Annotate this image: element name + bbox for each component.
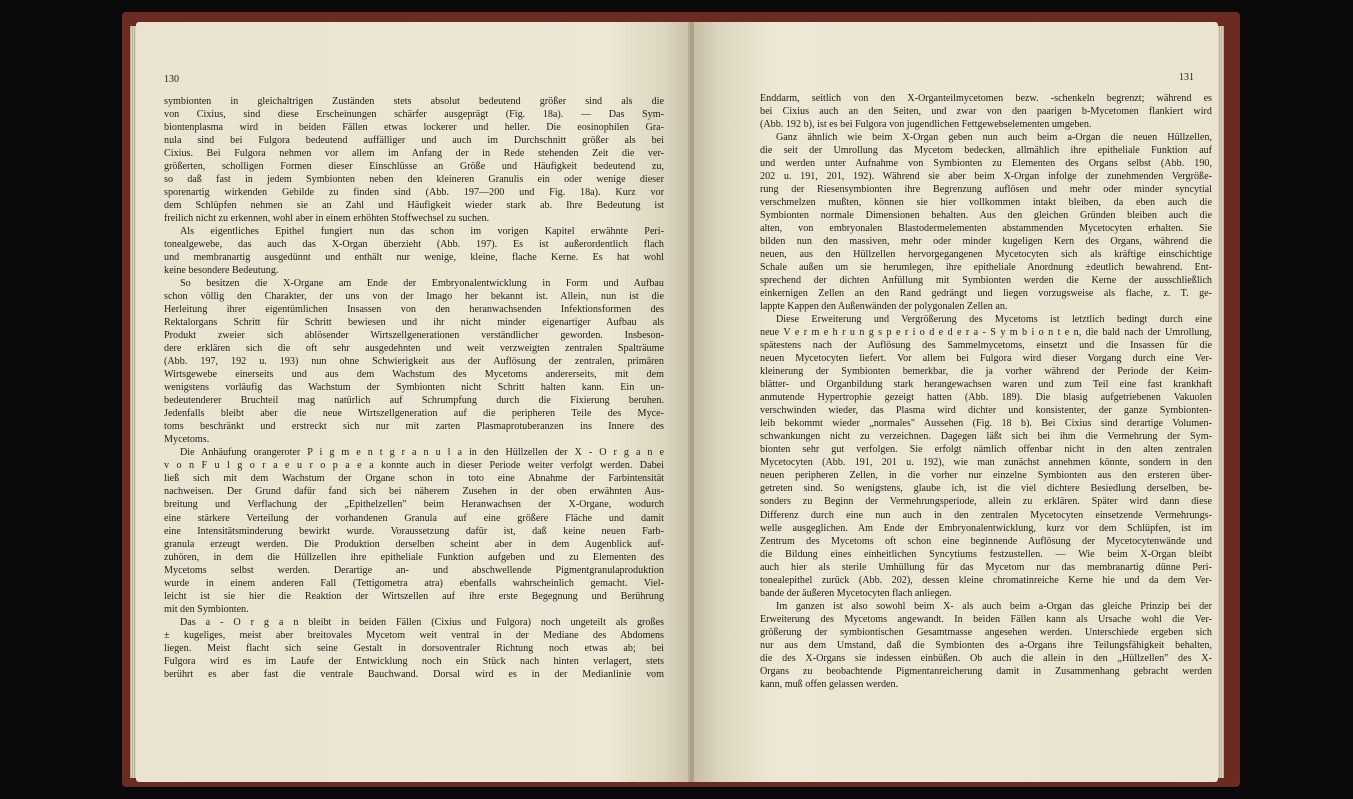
text-line: keine besondere Bedeutung.: [164, 265, 279, 277]
left-page-text: [164, 95, 664, 681]
text-line: die des X-Organs sie indessen einbüßen. Ob auch die allein in den „Hüllzellen" des X-: [760, 652, 1212, 664]
text-line: nula sind bei Fulgora bedeutend auffälliger und auch im Durchschnitt größer als bei: [164, 135, 664, 147]
text-line: Das a - O r g a n bleibt in beiden Fällen (Cixius und Fulgora) noch ungeteilt als großes: [180, 616, 664, 628]
text-line: Herleitung ihrer eigentümlichen Insassen von den heranwachsenden Infektionsformen des: [164, 304, 664, 316]
text-line: verschwinden wieder, das Plasma wird dichter und konsistenter, der ganze Symbionten-: [760, 405, 1212, 417]
text-line: sonders zu Beginn der Vermehrungsperiode, allein zu erklären. Später wird dann diese: [760, 496, 1212, 508]
text-line: zuhören, in dem die Hüllzellen ihre epitheliale Funktion aufgeben und zu Elementen des: [164, 551, 664, 563]
text-line: verschmelzen mußten, können sie hier vollkommen intakt bleiben, da eben auch die: [760, 197, 1212, 209]
text-line: leicht ist sie hier die Reaktion der Wirtszellen auf ihre erste Begegnung und Berührung: [164, 590, 664, 602]
page-edges-right: [1218, 26, 1224, 778]
text-line: bilden nun den massiven, mehr oder minder kugeligen Kern des Organs, während die: [760, 236, 1212, 248]
page-number-right: 131: [1179, 72, 1194, 83]
text-line: größerten, scholligen Formen dieser Einschlüsse an Größe und Häufigkeit bedeutend zu,: [164, 161, 664, 173]
text-line: bei Cixius auch an den Seiten, und zwar von den paarigen b-Mycetomen flankiert wird: [760, 106, 1212, 118]
text-line: neuen Mycetocyten liefert. Vor allem bei Fulgora wird dieser Vorgang durch eine Ver-: [760, 353, 1212, 365]
text-line: Zentrum des Mycetoms oft schon eine beginnende Auflösung der Mycetocytenwände und: [760, 535, 1212, 547]
text-line: Fulgora wird es im Laufe der Entwicklung noch ein Stück nach hinten verlagert, stets: [164, 655, 664, 667]
text-line: alten, von embryonalen Blastodermelementen abstammenden Mycetocyten erhalten. Sie: [760, 223, 1212, 235]
text-line: granula erzeugt werden. Die Produktion derselben scheint aber in dem Augenblick auf-: [164, 538, 664, 550]
text-line: Symbionten normale Dimensionen behalten. Aus den gleichen Gründen bleiben auch die: [760, 210, 1212, 222]
text-line: anmutende Hypertrophie gezeigt hatten (Abb. 189). Die blasig aufgetriebenen Vakuolen: [760, 392, 1212, 404]
text-line: liegen. Meist flacht sich seine Gestalt in dorsoventraler Richtung noch etwas ab; bei: [164, 642, 664, 654]
text-line: bionten sehr gut verfolgen. Sie erfolgt nämlich offenbar nicht in den alten zentralen: [760, 444, 1212, 456]
text-line: leib bekommt wieder „normales" Aussehen (Fig. 18 b). Bei Cixius sind derartige Volumen-: [760, 418, 1212, 430]
text-line: und membranartig ausgedünnt und enthält nur wenige, kleine, flache Kerne. Es hat wohl: [164, 252, 664, 264]
text-line: sporenartig wirkenden Gebilde zu finden sind (Abb. 197—200 und Fig. 18a). Kurz vor: [164, 187, 664, 199]
text-line: toms beschränkt und erstreckt sich nur mit zarten Plasmaprotuberanzen ins Innere des: [164, 421, 664, 433]
text-line: Mycetocyten (Abb. 191, 201 u. 192), wie man zunächst annehmen könnte, sondern in den: [760, 457, 1212, 469]
text-line: die Bildung eines einheitlichen Syncytiums festzustellen. — Wie beim X-Organ bleibt: [760, 548, 1212, 560]
text-line: wenigstens vorläufig das Wachstum der Symbionten nicht Schritt halten kann. Ein un-: [164, 382, 664, 394]
text-line: Wirtsgewebe einerseits und aus dem Wachstum des Mycetoms andererseits, mit dem: [164, 369, 664, 381]
text-line: lappte Kappen den Außenwänden der polygonalen Zellen an.: [760, 301, 1008, 313]
text-line: nachweisen. Der Grund dafür fand sich bei näherem Zusehen in der oben erwähnten Aus-: [164, 486, 664, 498]
text-line: 202 u. 191, 201, 192). Während sie aber beim X-Organ infolge der zunehmenden Vergröße-: [760, 171, 1212, 183]
text-line: eine Intensitätsminderung bewirkt wurde. Voraussetzung dafür ist, daß keine neuen Farb-: [164, 525, 664, 537]
text-line: bande der äußeren Mycetocyten flach anliegen.: [760, 587, 952, 599]
text-line: tonealgewebe, das auch das X-Organ überzieht (Abb. 197). Es ist außerordentlich flach: [164, 239, 664, 251]
text-line: berührt es aber fast die ventrale Bauchwand. Dorsal wird es in der Medianlinie vom: [164, 668, 664, 680]
text-line: und werden unter Aufnahme von Symbionten zu Elementen des Organs selbst (Abb. 190,: [760, 158, 1212, 170]
text-line: Schale außen um sie herumlegen, ihre epitheliale Anordnung ±deutlich bewahrend. Ent-: [760, 262, 1212, 274]
text-line: neuen peripheren Zellen, in die vorher nur einzelne Symbionten aus den ersteren über-: [760, 470, 1212, 482]
text-line: wurde in einem anderen Fall (Tettigometra atra) ebenfalls wahrscheinlich gemacht. Viel-: [164, 577, 664, 589]
text-line: schon völlig den Charakter, der uns von der Imago her bekannt ist. Allein, nun ist die: [164, 291, 664, 303]
text-line: Erweiterung des Mycetoms angewandt. In beiden Fällen kann als Ursache wohl die Ver-: [760, 613, 1212, 625]
right-page: [694, 22, 1218, 782]
text-line: Rektalorgans Schritt für Schritt bewiesen und ihr nicht minder eigenartiger Aufbau als: [164, 317, 664, 329]
text-line: spätestens nach der Auflösung des Sammelmycetoms, einsetzt und die Insassen für die: [760, 340, 1212, 352]
text-line: ± kugeliges, meist aber breitovales Mycetom weit ventral in der Mediane des Abdomens: [164, 629, 664, 641]
text-line: rung der Riesensymbionten ihre Begrenzung auflösen und mehr oder minder syncytial: [760, 184, 1212, 196]
text-line: neue V e r m e h r u n g s p e r i o d e d e r a - S y m b i o n t e n, die bald nach der Umrollung,: [760, 327, 1212, 339]
text-line: auch hier als sterile Umhüllung für das Mycetom nur das membranartig dünne Peri-: [760, 561, 1212, 573]
text-line: Mycetoms.: [164, 434, 210, 446]
text-line: Die Anhäufung orangeroter P i g m e n t g r a n u l a in den Hüllzellen der X - O r g a n e: [180, 447, 664, 459]
text-line: Organs zu beobachtende Pigmentanreicherung damit in Zusammenhang gebracht werden: [760, 665, 1212, 677]
text-line: dem Schlüpfen nehmen sie an Zahl und Häufigkeit wieder stark ab. Ihre Bedeutung ist: [164, 200, 664, 212]
text-line: schwankungen nicht zu verzeichnen. Dagegen läßt sich bei ihm die Vermehrung der Sym-: [760, 431, 1212, 443]
text-line: die seit der Umrollung das Mycetom bedecken, allmählich ihre epitheliale Funktion auf: [760, 145, 1212, 157]
text-line: sprechend der dichten Anfüllung mit Symbionten werden die Kerne der ausschließlich: [760, 275, 1212, 287]
text-line: (Abb. 192 b), ist es bei Fulgora von jugendlichen Fettgewebselementen umgeben.: [760, 119, 1092, 131]
text-line: breitung und Verflachung der „Epithelzellen" beim Heranwachsen der X-Organe, wodurch: [164, 499, 664, 511]
text-line: Als eigentliches Epithel fungiert nun das schon im vorigen Kapitel erwähnte Peri-: [180, 226, 664, 238]
text-line: nur aus dem Umstand, daß die Symbionten des a-Organs ihre Teilungsfähigkeit behalten,: [760, 639, 1212, 651]
text-line: Produkt zweier sich ablösender Wirtszellgenerationen verständlicher geworden. Insbeson-: [164, 330, 664, 342]
text-line: von Cixius, sind diese Erscheinungen schärfer ausgeprägt (Fig. 18a). — Das Sym-: [164, 109, 664, 121]
text-line: bedeutenderer Bruchteil mag natürlich auf Schrumpfung durch die Fixierung beruhen.: [164, 395, 664, 407]
text-line: (Abb. 197, 192 u. 193) nun ohne Schwierigkeit aus der Auflösung der zentralen, primären: [164, 356, 664, 368]
text-line: So besitzen die X-Organe am Ende der Embryonalentwicklung in Form und Aufbau: [180, 278, 664, 290]
text-line: blätter- und Organbildung stark herangewachsen waren und zum Teil eine fast krankhaft: [760, 379, 1212, 391]
text-line: freilich nicht zu erkennen, wohl aber in einem erhöhten Stoffwechsel zu suchen.: [164, 213, 490, 225]
text-line: v o n F u l g o r a e u r o p a e a konnte auch in dieser Periode weiter verfolgt werden. Dabei: [164, 460, 664, 472]
text-line: mit den Symbionten.: [164, 603, 249, 615]
text-line: Im ganzen ist also sowohl beim X- als auch beim a-Organ das gleiche Prinzip bei der: [776, 600, 1212, 612]
text-line: dere erklären sich die oft sehr ausgedehnten und weit verzweigten zentralen Spalträume: [164, 343, 664, 355]
text-line: Cixius. Bei Fulgora nehmen vor allem im Anfang der in Rede stehenden Zeit die ver-: [164, 148, 664, 160]
text-line: größerung der symbiontischen Gesamtmasse angesehen werden. Unterschiede ergeben sich: [760, 626, 1212, 638]
text-line: Mycetoms selbst werden. Derartige an- und abschwellende Pigmentgranulaproduktion: [164, 564, 664, 576]
text-line: kleinerung der Symbionten bemerkbar, die ja vorher während der Periode der Keim-: [760, 366, 1212, 378]
text-line: Diese Erweiterung und Vergrößerung des Mycetoms ist letztlich bedingt durch eine: [776, 314, 1212, 326]
text-line: biontenplasma wird in beiden Fällen etwas lockerer und heller. Die eosinophilen Gra-: [164, 122, 664, 134]
text-line: einkernigen Zellen an den Rand gedrängt und liegen vorzugsweise als flache, z. T. ge-: [760, 288, 1212, 300]
page-number-left: 130: [164, 74, 179, 85]
left-page: [136, 22, 690, 782]
right-page-text: [760, 92, 1212, 691]
text-line: eine stärkere Verteilung der vorhandenen Granula auf eine größere Fläche und damit: [164, 512, 664, 524]
text-line: getreten sind. So wenigstens, glaube ich, ist die viel dichtere Besiedlung derselben, be-: [760, 483, 1212, 495]
text-line: Ganz ähnlich wie beim X-Organ geben nun auch beim a-Organ die neuen Hüllzellen,: [776, 132, 1212, 144]
text-line: Jedenfalls bleibt aber die neue Wirtszellgeneration auf die peripheren Teile des Myce-: [164, 408, 664, 420]
text-line: tonealepithel zurück (Abb. 202), dessen kleine chromatinreiche Kerne hie und da dem Ver-: [760, 574, 1212, 586]
text-line: symbionten in gleichaltrigen Zuständen stets absolut bedeutend größer sind als die: [164, 96, 664, 107]
text-line: Enddarm, seitlich von den X-Organteilmycetomen bezw. -schenkeln begrenzt; während es: [760, 93, 1212, 104]
text-line: ließ sich mit dem Wachstum der Organe schon in toto eine Abnahme der Farbintensität: [164, 473, 664, 485]
text-line: so daß fast in jedem Symbionten neben den kleineren Granulis ein oder wenige dieser: [164, 174, 664, 186]
text-line: neuen, aus den Hüllzellen hervorgegangenen Mycetocyten sich als kräftige einschichtige: [760, 249, 1212, 261]
text-line: Differenz durch eine nun auch in den zentralen Mycetocyten einsetzende Vermehrungs-: [760, 509, 1212, 521]
text-line: welle ausgeglichen. Am Ende der Embryonalentwicklung, kurz vor dem Schlüpfen, ist im: [760, 522, 1212, 534]
text-line: kann, muß offen gelassen werden.: [760, 678, 899, 690]
